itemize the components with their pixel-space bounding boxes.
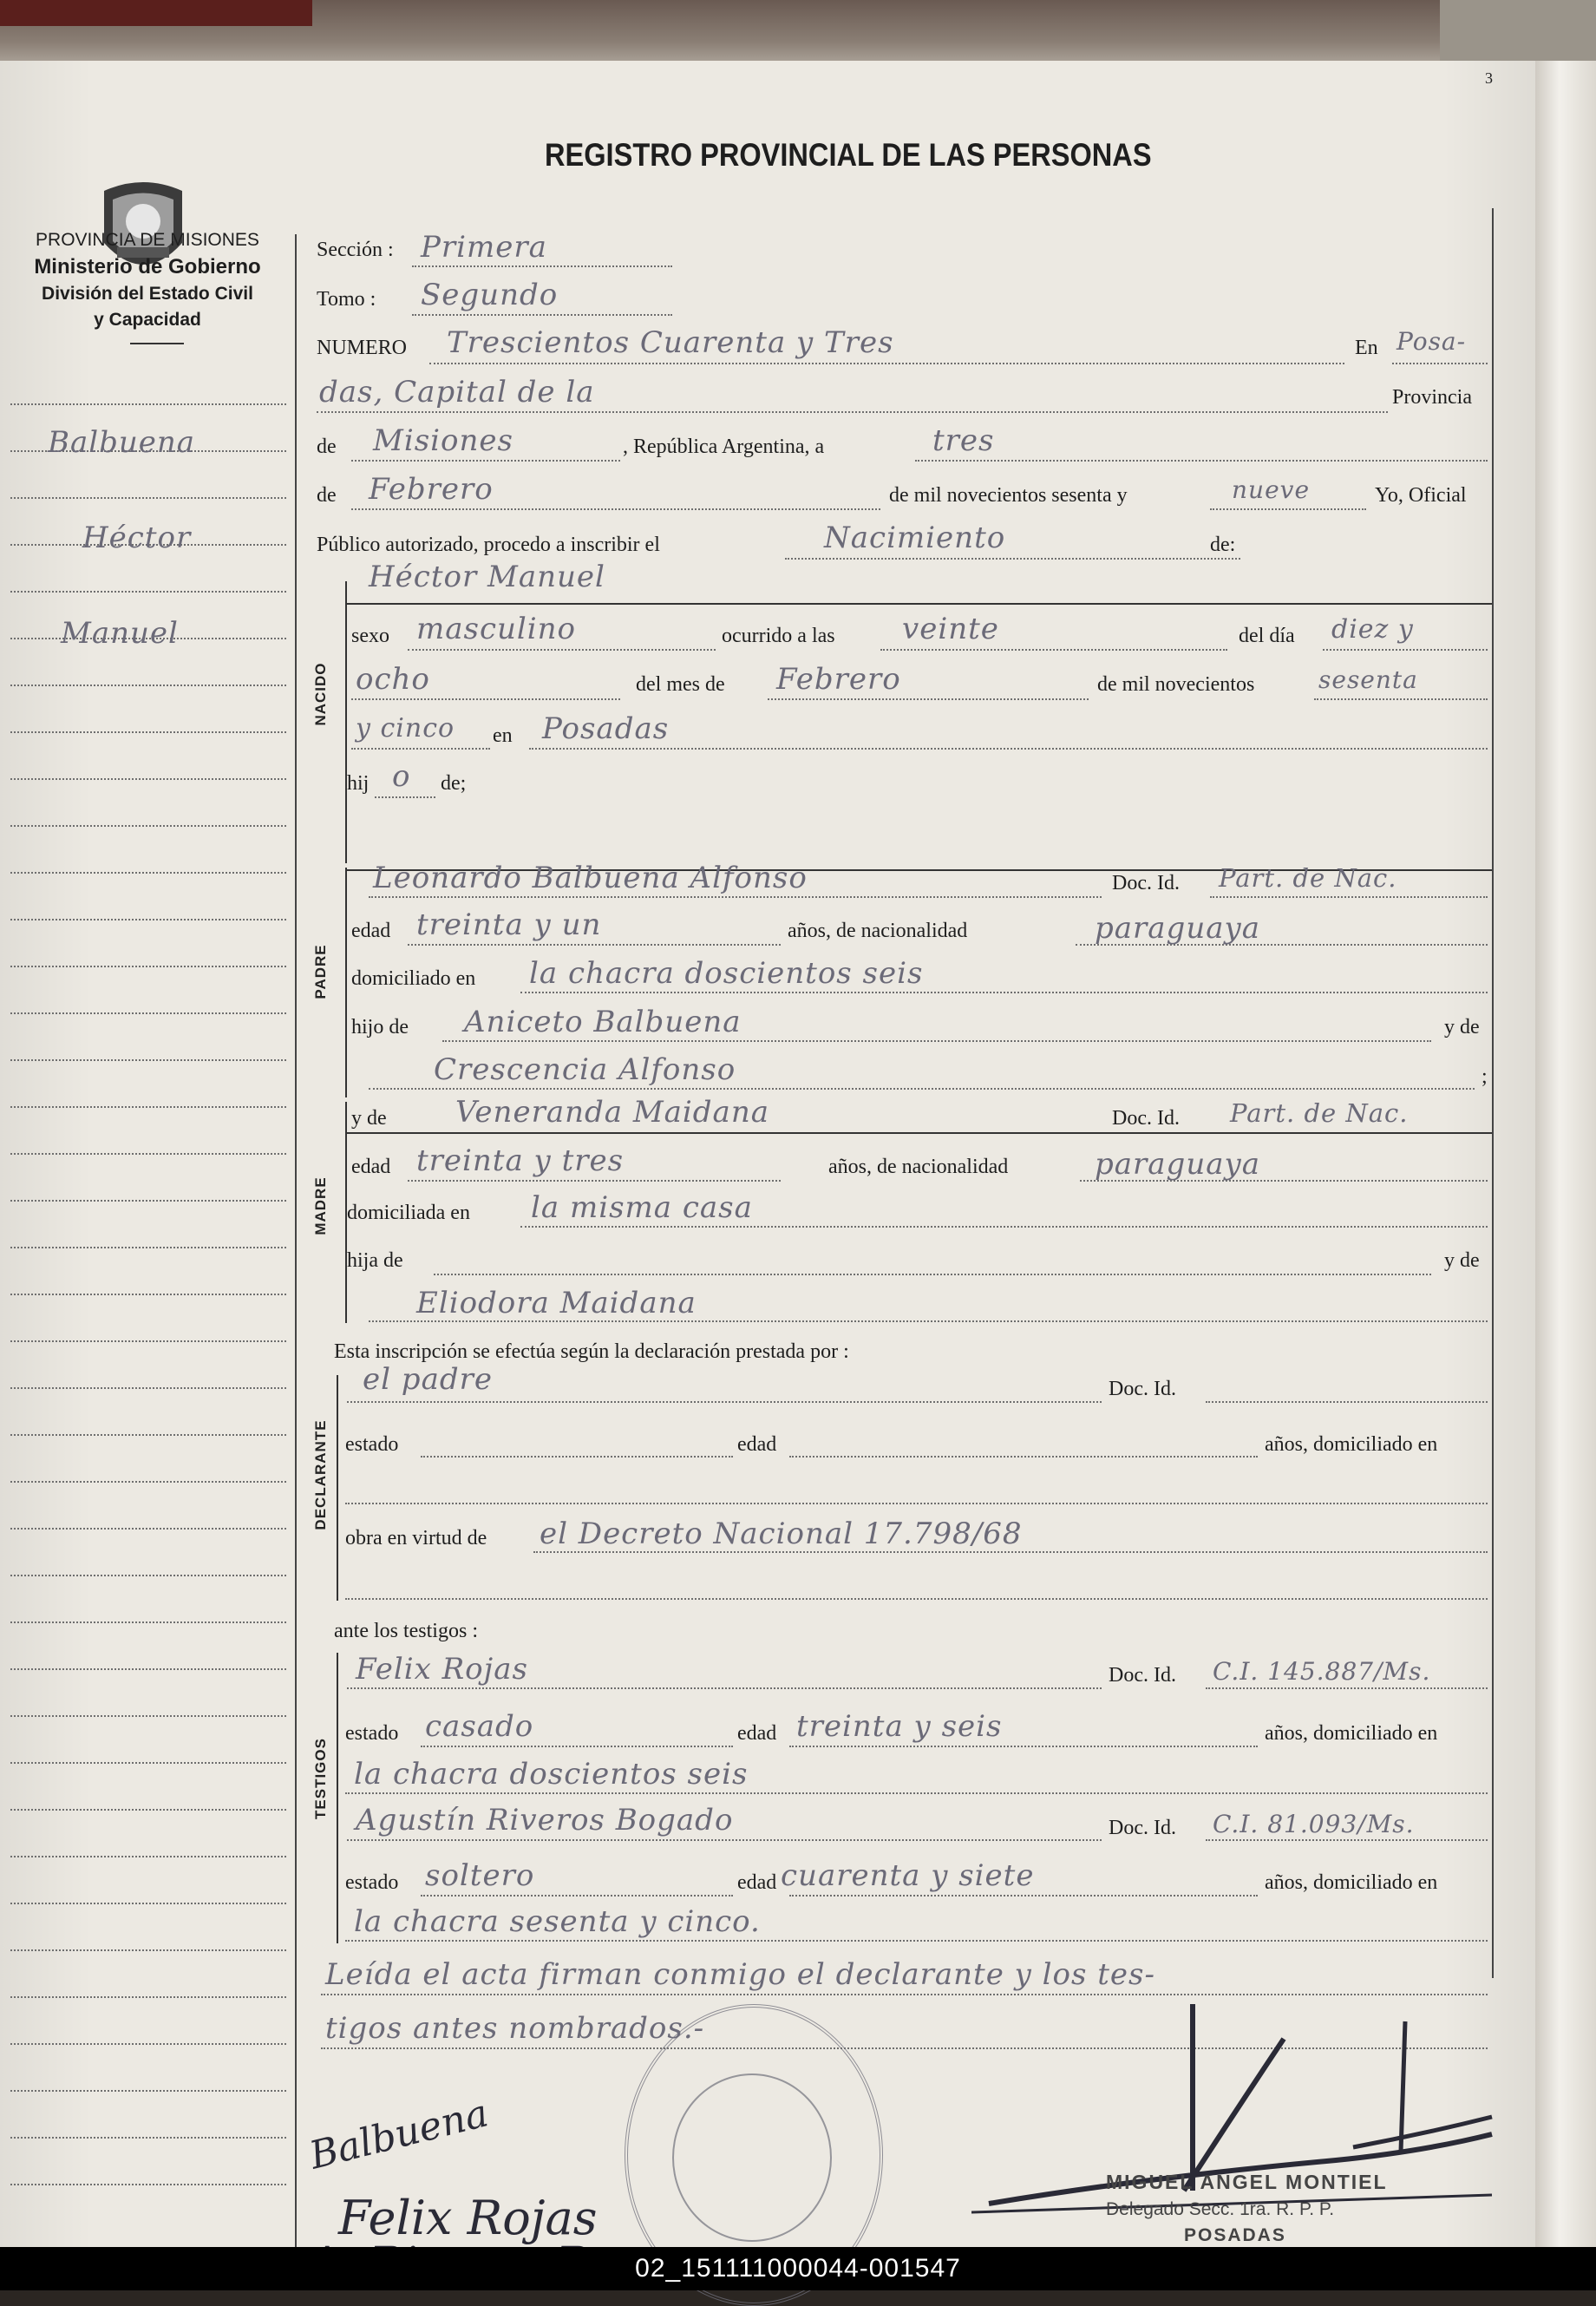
side-label-madre: MADRE — [312, 1176, 329, 1235]
value-cierre-1: Leída el acta firman conmigo el declarante y los tes- — [325, 1957, 1155, 1992]
line-provincia — [351, 460, 620, 462]
division-heading: División del Estado Civil — [42, 284, 253, 304]
margin-line — [10, 731, 286, 733]
label-de-mil: de mil novecientos sesenta y — [889, 484, 1128, 507]
value-sexo: masculino — [416, 612, 577, 646]
value-seccion: Primera — [421, 230, 547, 265]
margin-line — [10, 1715, 286, 1717]
margin-line — [10, 2184, 286, 2185]
label-madre-anos-nac: años, de nacionalidad — [828, 1156, 1009, 1178]
label-testigo2-anos-dom: años, domiciliado en — [1265, 1871, 1438, 1894]
official-city: POSADAS — [1184, 2225, 1286, 2245]
label-declarante-estado: estado — [345, 1433, 399, 1456]
book-top-edge — [0, 0, 1596, 69]
official-role: Delegado Secc. 1ra. R. P. P. — [1106, 2199, 1335, 2219]
label-padre-doc: Doc. Id. — [1112, 872, 1180, 894]
value-dia-nac-1: diez y — [1331, 614, 1414, 645]
label-madre-y-de: y de — [351, 1107, 387, 1130]
line-padre-hijo-de — [442, 1040, 1431, 1042]
value-padre-doc: Part. de Nac. — [1219, 863, 1397, 893]
margin-line — [10, 1949, 286, 1951]
value-testigo1-estado: casado — [425, 1709, 534, 1744]
line-testigo1-estado — [421, 1746, 733, 1747]
label-publico: Público autorizado, procedo a inscribir el — [317, 534, 660, 556]
line-numero — [429, 363, 1344, 364]
corner-mark: 3 — [1485, 69, 1493, 87]
footer-bar — [0, 2247, 1596, 2290]
label-ocurrido: ocurrido a las — [722, 625, 835, 647]
value-madre-doc: Part. de Nac. — [1230, 1098, 1409, 1128]
line-en-2 — [317, 411, 1388, 413]
value-testigo2-doc: C.I. 81.093/Ms. — [1213, 1810, 1415, 1838]
line-tomo — [412, 314, 672, 316]
value-mes-nac: Febrero — [776, 662, 901, 697]
value-tomo: Segundo — [421, 278, 559, 312]
line-testigo2-estado — [421, 1895, 733, 1897]
margin-line — [10, 591, 286, 593]
line-padre-edad — [408, 944, 781, 946]
margin-line — [10, 1903, 286, 1904]
label-en: En — [1355, 337, 1378, 359]
line-testigo2-edad — [789, 1895, 1258, 1897]
label-de-semi: de; — [441, 772, 467, 795]
label-de-colon: de: — [1210, 534, 1236, 556]
line-mes — [351, 508, 880, 510]
value-madre-y-de: Eliodora Maidana — [416, 1286, 697, 1320]
margin-line — [10, 2090, 286, 2092]
margin-name2: Manuel — [61, 616, 179, 651]
value-anio: nueve — [1232, 475, 1311, 504]
label-declarante-edad: edad — [737, 1433, 777, 1456]
value-testigo2: Agustín Riveros Bogado — [356, 1803, 734, 1838]
label-yo-oficial: Yo, Oficial — [1375, 484, 1467, 507]
label-madre-doc: Doc. Id. — [1112, 1107, 1180, 1130]
label-provincia: Provincia — [1392, 386, 1472, 409]
cloth-binding — [1440, 0, 1596, 65]
line-testigo2-doc — [1206, 1839, 1488, 1841]
line-mes-nac — [768, 698, 1089, 700]
label-republica: , República Argentina, a — [623, 436, 825, 458]
side-label-nacido: NACIDO — [312, 662, 329, 726]
margin-line — [10, 1153, 286, 1155]
label-testigo2-doc: Doc. Id. — [1109, 1817, 1176, 1839]
margin-line — [10, 1762, 286, 1764]
line-padre-dom — [520, 992, 1488, 993]
value-testigo1-dom: la chacra doscientos seis — [354, 1757, 749, 1792]
value-provincia: Misiones — [373, 423, 513, 458]
signature-declarante: Balbuena — [304, 2091, 493, 2178]
label-testigo2-edad: edad — [737, 1871, 777, 1894]
line-sexo — [408, 649, 716, 651]
margin-line — [10, 1996, 286, 1998]
margin-line — [10, 497, 286, 499]
margin-surname: Balbuena — [48, 425, 196, 460]
label-madre-hija-de: hija de — [347, 1249, 403, 1272]
label-padre-anos-nac: años, de nacionalidad — [788, 920, 968, 942]
margin-line — [10, 685, 286, 686]
value-testigo1: Felix Rojas — [356, 1652, 528, 1687]
line-hijo-sufijo — [375, 796, 435, 798]
line-anio — [1210, 508, 1366, 510]
line-anio-nac-2 — [351, 748, 490, 750]
line-declarante-estado — [421, 1456, 733, 1458]
footer-code: 02_151111000044-001547 — [635, 2254, 961, 2283]
value-testigo2-estado: soltero — [425, 1858, 535, 1893]
capacity-heading: y Capacidad — [94, 310, 201, 330]
register-page — [0, 61, 1535, 2247]
value-padre-hijo-de: Aniceto Balbuena — [464, 1005, 742, 1039]
value-numero: Trescientos Cuarenta y Tres — [447, 325, 894, 360]
line-testigo2-dom — [345, 1940, 1488, 1942]
label-del-dia: del día — [1239, 625, 1295, 647]
line-en — [1392, 363, 1488, 364]
label-declarante-anos-dom: años, domiciliado en — [1265, 1433, 1438, 1456]
margin-line — [10, 403, 286, 405]
value-madre-dom: la misma casa — [531, 1190, 753, 1225]
margin-line — [10, 1059, 286, 1061]
header-rule — [130, 343, 184, 344]
official-seal-inner — [672, 2073, 832, 2242]
label-madre-edad: edad — [351, 1156, 391, 1178]
value-cierre-2: tigos antes nombrados.- — [325, 2011, 705, 2046]
red-cover-edge — [0, 0, 312, 26]
ministry-heading: Ministerio de Gobierno — [34, 255, 261, 278]
label-padre-edad: edad — [351, 920, 391, 942]
line-obra — [533, 1551, 1488, 1553]
margin-line — [10, 1012, 286, 1014]
label-declarante-doc: Doc. Id. — [1109, 1378, 1176, 1400]
margin-line — [10, 1294, 286, 1295]
label-testigo1-edad: edad — [737, 1722, 777, 1745]
line-obra-2 — [345, 1598, 1488, 1600]
label-tomo: Tomo : — [317, 288, 376, 311]
line-testigo2 — [347, 1839, 1102, 1841]
line-declarante-edad — [789, 1456, 1258, 1458]
margin-line — [10, 1434, 286, 1436]
value-testigo2-dom: la chacra sesenta y cinco. — [354, 1904, 761, 1939]
margin-line — [10, 1481, 286, 1483]
value-madre-nac: paraguaya — [1095, 1147, 1260, 1182]
label-padre-hijo-de: hijo de — [351, 1016, 409, 1038]
line-acto — [785, 558, 1240, 560]
value-dia: tres — [932, 423, 995, 458]
margin-line — [10, 1668, 286, 1670]
value-lugar-nac: Posadas — [542, 711, 670, 746]
value-obra: el Decreto Nacional 17.798/68 — [540, 1517, 1023, 1551]
line-declarante — [347, 1401, 1102, 1403]
margin-name1: Héctor — [82, 521, 192, 555]
label-inscripcion: Esta inscripción se efectúa según la declaración prestada por : — [334, 1340, 849, 1363]
value-testigo1-edad: treinta y seis — [796, 1709, 1003, 1744]
value-padre-nac: paraguaya — [1095, 911, 1260, 946]
value-madre-edad: treinta y tres — [416, 1143, 625, 1178]
margin-line — [10, 919, 286, 920]
value-en-2: das, Capital de la — [319, 375, 595, 409]
label-testigo1-doc: Doc. Id. — [1109, 1664, 1176, 1687]
official-name: MIGUEL ANGEL MONTIEL — [1106, 2171, 1388, 2193]
label-seccion: Sección : — [317, 239, 394, 261]
line-dia-nac-2 — [351, 698, 620, 700]
value-acto: Nacimiento — [824, 521, 1006, 555]
line-madre-dom — [520, 1226, 1488, 1228]
margin-line — [10, 1247, 286, 1248]
value-madre-nombre: Veneranda Maidana — [455, 1095, 769, 1130]
declarante-bracket — [337, 1375, 338, 1601]
value-testigo1-doc: C.I. 145.887/Ms. — [1213, 1657, 1431, 1686]
margin-line — [10, 1340, 286, 1342]
label-de-mil-nov: de mil novecientos — [1097, 673, 1255, 696]
line-testigo1 — [347, 1687, 1102, 1689]
value-en-1: Posa- — [1396, 327, 1467, 356]
line-hora — [880, 649, 1227, 651]
side-label-declarante: DECLARANTE — [312, 1419, 329, 1530]
line-madre-abuela — [369, 1320, 1488, 1322]
margin-line — [10, 1856, 286, 1857]
page-stack-edge — [1535, 61, 1596, 2247]
margin-line — [10, 872, 286, 874]
label-madre-y-de-2: y de — [1444, 1249, 1480, 1272]
right-rule — [1492, 208, 1494, 1978]
value-testigo2-edad: cuarenta y siete — [781, 1858, 1035, 1893]
margin-line — [10, 778, 286, 780]
value-declarante: el padre — [363, 1362, 493, 1397]
value-padre-dom: la chacra doscientos seis — [529, 956, 924, 991]
label-de-prov: de — [317, 436, 337, 458]
label-obra: obra en virtud de — [345, 1527, 487, 1549]
label-padre-dom: domiciliado en — [351, 967, 476, 990]
side-label-padre: PADRE — [312, 944, 329, 999]
line-dia — [915, 460, 1488, 462]
line-lugar — [529, 748, 1488, 750]
line-dia-nac — [1323, 649, 1488, 651]
value-anio-nac-2: y cinco — [356, 713, 455, 744]
label-testigo2-estado: estado — [345, 1871, 399, 1894]
province-heading: PROVINCIA DE MISIONES — [36, 230, 259, 250]
madre-top-line — [345, 1132, 1492, 1134]
value-nacido-nombre: Héctor Manuel — [369, 560, 605, 594]
line-testigo1-dom — [345, 1792, 1488, 1794]
margin-line — [10, 1809, 286, 1811]
margin-line — [10, 1106, 286, 1108]
label-hijo: hij — [347, 772, 370, 795]
label-numero: NUMERO — [317, 337, 408, 359]
label-padre-semicolon: ; — [1482, 1065, 1488, 1088]
line-declarante-doc — [1206, 1401, 1488, 1403]
margin-line — [10, 1387, 286, 1389]
value-mes: Febrero — [369, 472, 494, 507]
line-seccion — [412, 265, 672, 267]
line-declarante-dom — [345, 1503, 1488, 1504]
label-padre-y-de: y de — [1444, 1016, 1480, 1038]
margin-line — [10, 1200, 286, 1202]
value-anio-nac-1: sesenta — [1318, 665, 1418, 694]
line-madre-hija-de — [434, 1274, 1431, 1275]
value-hora: veinte — [902, 612, 999, 646]
line-madre-edad — [408, 1180, 781, 1182]
label-testigo1-estado: estado — [345, 1722, 399, 1745]
margin-line — [10, 825, 286, 827]
nacido-top-line — [345, 603, 1492, 605]
signature-testigo1: Felix Rojas — [338, 2191, 598, 2245]
margin-rule — [295, 234, 297, 2247]
value-padre-nombre: Leonardo Balbuena Alfonso — [373, 861, 808, 895]
margin-line — [10, 1575, 286, 1576]
line-padre-nombre — [369, 896, 1102, 898]
label-de-mes: de — [317, 484, 337, 507]
label-en-lugar: en — [493, 724, 513, 747]
nacido-bracket — [345, 581, 347, 863]
line-testigo1-doc — [1206, 1687, 1488, 1689]
value-hijo-sufijo: o — [392, 759, 411, 794]
label-del-mes: del mes de — [636, 673, 725, 696]
value-padre-edad: treinta y un — [416, 907, 602, 942]
line-padre-y-de — [369, 1088, 1475, 1090]
padre-bracket — [345, 868, 347, 1097]
line-anio-nac — [1314, 698, 1488, 700]
line-padre-doc — [1210, 896, 1488, 898]
value-padre-y-de: Crescencia Alfonso — [434, 1052, 736, 1087]
margin-line — [10, 1621, 286, 1623]
document-title: REGISTRO PROVINCIAL DE LAS PERSONAS — [545, 137, 1152, 173]
line-testigo1-edad — [789, 1746, 1258, 1747]
label-testigo1-anos-dom: años, domiciliado en — [1265, 1722, 1438, 1745]
label-ante: ante los testigos : — [334, 1620, 478, 1642]
label-madre-dom: domiciliada en — [347, 1202, 470, 1224]
margin-line — [10, 1528, 286, 1530]
value-dia-nac-2: ocho — [356, 662, 430, 697]
margin-line — [10, 2043, 286, 2045]
label-sexo: sexo — [351, 625, 389, 647]
margin-line — [10, 2137, 286, 2139]
side-label-testigos: TESTIGOS — [312, 1738, 329, 1819]
margin-line — [10, 966, 286, 967]
testigos-bracket — [337, 1653, 338, 1943]
